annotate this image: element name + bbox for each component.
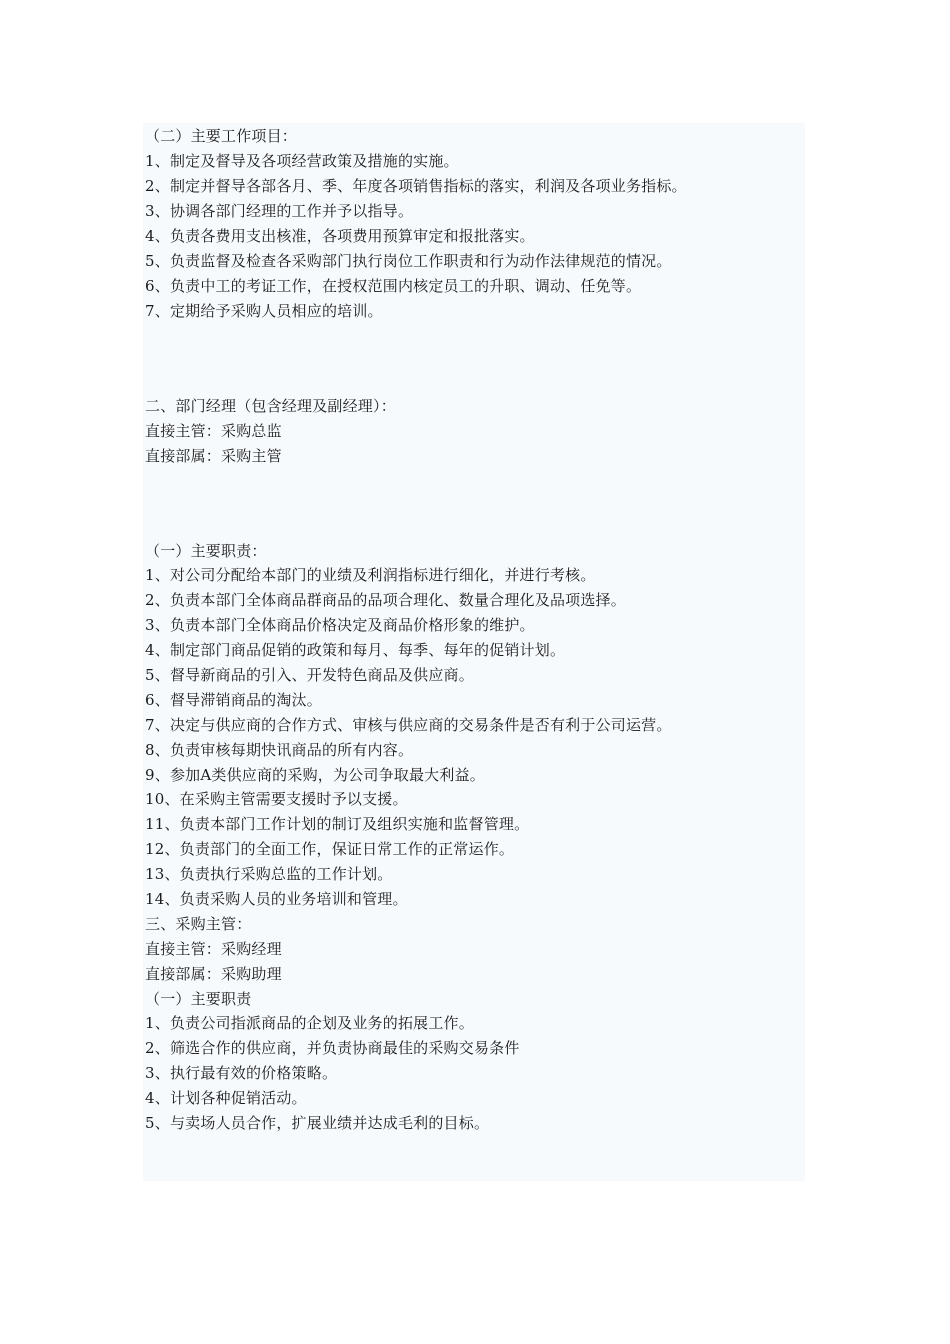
list-item: 6、负责中工的考证工作，在授权范围内核定员工的升职、调动、任免等。 xyxy=(145,277,642,295)
list-item: 4、负责各费用支出核准，各项费用预算审定和报批落实。 xyxy=(145,227,535,245)
list-item: 14、负责采购人员的业务培训和管理。 xyxy=(145,890,408,908)
list-item: 7、定期给予采购人员相应的培训。 xyxy=(145,302,383,320)
section-heading: （二）主要工作项目： xyxy=(145,127,298,145)
reporting-line: 直接部属：采购助理 xyxy=(145,965,282,983)
list-item: 2、筛选合作的供应商，并负责协商最佳的采购交易条件 xyxy=(145,1039,520,1057)
list-item: 12、负责部门的全面工作，保证日常工作的正常运作。 xyxy=(145,840,515,858)
section-heading: 三、采购主管： xyxy=(145,915,252,933)
list-item: 3、负责本部门全体商品价格决定及商品价格形象的维护。 xyxy=(145,616,535,634)
list-item: 1、制定及督导及各项经营政策及措施的实施。 xyxy=(145,152,459,170)
list-item: 2、负责本部门全体商品群商品的品项合理化、数量合理化及品项选择。 xyxy=(145,591,626,609)
section-heading: （一）主要职责 xyxy=(145,990,252,1008)
list-item: 5、与卖场人员合作，扩展业绩并达成毛利的目标。 xyxy=(145,1114,490,1132)
list-item: 4、计划各种促销活动。 xyxy=(145,1089,307,1107)
reporting-line: 直接主管：采购总监 xyxy=(145,422,282,440)
reporting-line: 直接主管：采购经理 xyxy=(145,940,282,958)
list-item: 1、负责公司指派商品的企划及业务的拓展工作。 xyxy=(145,1014,474,1032)
list-item: 5、督导新商品的引入、开发特色商品及供应商。 xyxy=(145,666,474,684)
list-item: 1、对公司分配给本部门的业绩及利润指标进行细化，并进行考核。 xyxy=(145,566,596,584)
list-item: 13、负责执行采购总监的工作计划。 xyxy=(145,865,393,883)
list-item: 11、负责本部门工作计划的制订及组织实施和监督管理。 xyxy=(145,815,530,833)
list-item: 4、制定部门商品促销的政策和每月、每季、每年的促销计划。 xyxy=(145,641,566,659)
list-item: 6、督导滞销商品的淘汰。 xyxy=(145,691,322,709)
list-item: 5、负责监督及检查各采购部门执行岗位工作职责和行为动作法律规范的情况。 xyxy=(145,252,672,270)
section-heading: （一）主要职责： xyxy=(145,542,267,560)
list-item: 8、负责审核每期快讯商品的所有内容。 xyxy=(145,741,414,759)
list-item: 3、协调各部门经理的工作并予以指导。 xyxy=(145,202,414,220)
list-item: 2、制定并督导各部各月、季、年度各项销售指标的落实，利润及各项业务指标。 xyxy=(145,177,687,195)
list-item: 3、执行最有效的价格策略。 xyxy=(145,1064,338,1082)
section-heading: 二、部门经理（包含经理及副经理）： xyxy=(145,397,396,415)
list-item: 9、参加A类供应商的采购，为公司争取最大利益。 xyxy=(145,766,485,784)
list-item: 7、决定与供应商的合作方式、审核与供应商的交易条件是否有利于公司运营。 xyxy=(145,716,672,734)
list-item: 10、在采购主管需要支援时予以支援。 xyxy=(145,790,408,808)
reporting-line: 直接部属：采购主管 xyxy=(145,447,282,465)
